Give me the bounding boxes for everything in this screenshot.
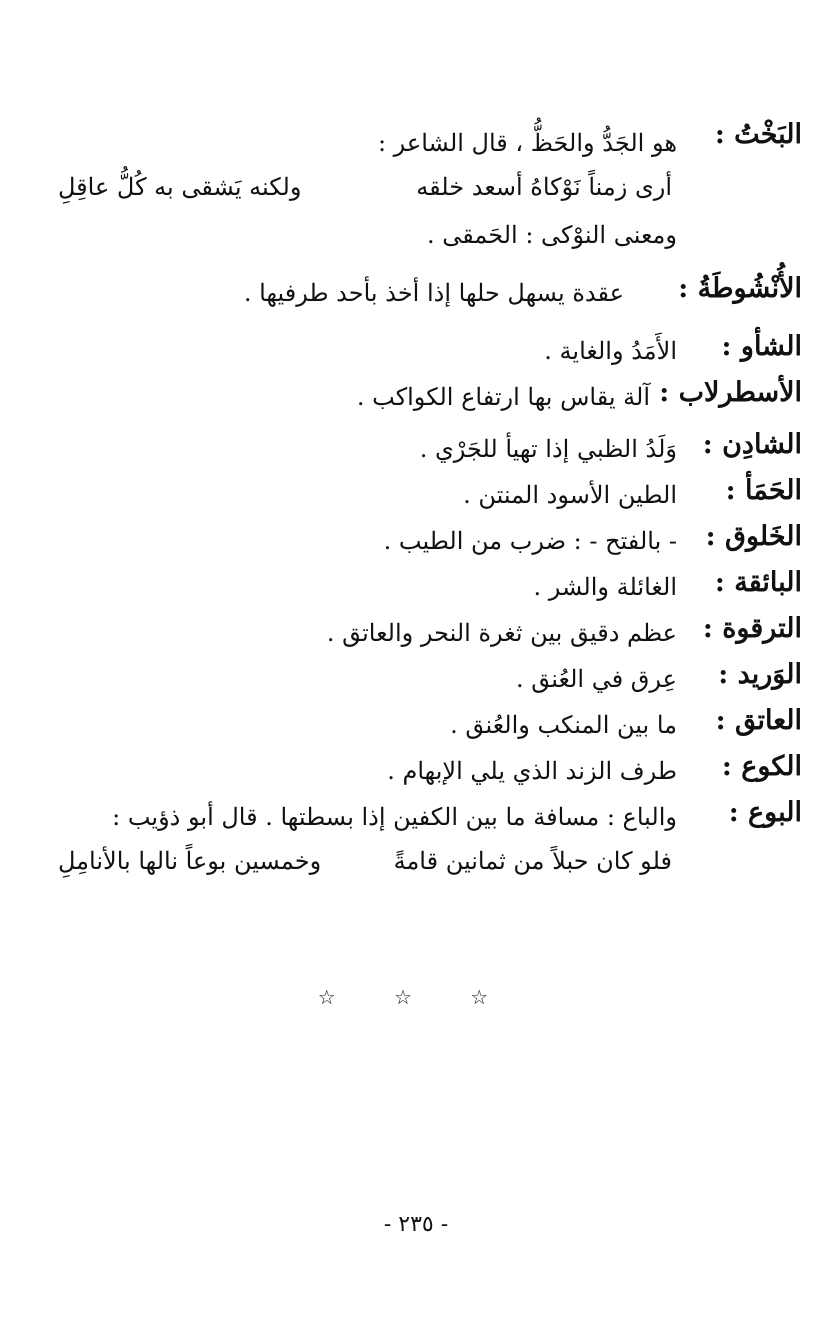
def-shadin: وَلَدُ الظبي إذا تهيأ للجَرْي . <box>419 435 677 463</box>
def-hama: الطين الأسود المنتن . <box>463 481 677 509</box>
term-warid: الوَريد : <box>718 659 802 690</box>
verse2-first-hemistich: فلو كان حبلاً من ثمانين قامةً <box>393 847 672 875</box>
term-atiq: العاتق : <box>715 705 802 736</box>
page-number: - ٢٣٥ - <box>383 1212 449 1237</box>
def-unshuta: عقدة يسهل حلها إذا أخذ بأحد طرفيها . <box>243 279 624 307</box>
def-bakht: هو الجَدُّ والحَظُّ ، قال الشاعر : <box>377 129 677 157</box>
note-nawka: ومعنى النوْكى : الحَمقى . <box>426 221 677 249</box>
term-shaw: الشأو : <box>721 331 802 362</box>
def-atiq: ما بين المنكب والعُنق . <box>450 711 677 739</box>
verse1-second-hemistich: ولكنه يَشقى به كُلُّ عاقِلِ <box>58 173 302 201</box>
term-baiqa: البائقة : <box>714 567 802 598</box>
term-unshuta: الأُنْشُوطَةُ : <box>678 273 802 304</box>
def-tarquwa: عظم دقيق بين ثغرة النحر والعاتق . <box>326 619 677 647</box>
verse2-second-hemistich: وخمسين بوعاً نالها بالأنامِلِ <box>58 847 322 875</box>
def-baiqa: الغائلة والشر . <box>533 573 677 601</box>
term-bu: البوع : <box>728 797 802 828</box>
def-shaw: الأَمَدُ والغاية . <box>544 337 677 365</box>
term-shadin: الشادِن : <box>702 429 802 460</box>
section-ornament: ☆ ☆ ☆ <box>317 985 515 1009</box>
term-astrolabe: الأسطرلاب : <box>659 377 802 408</box>
def-kaw: طرف الزند الذي يلي الإبهام . <box>387 757 677 785</box>
term-hama: الحَمَأ : <box>725 475 802 506</box>
def-warid: عِرق في العُنق . <box>516 665 677 693</box>
term-kaw: الكوع : <box>721 751 802 782</box>
def-bu: والباع : مسافة ما بين الكفين إذا بسطتها . قال أبو ذؤيب : <box>112 803 677 831</box>
def-khaluq: - بالفتح - : ضرب من الطيب . <box>383 527 677 555</box>
verse1-first-hemistich: أرى زمناً نَوْكاهُ أسعد خلقه <box>416 173 672 201</box>
term-bakht: البَخْتُ : <box>714 119 802 150</box>
term-khaluq: الخَلوق : <box>705 521 802 552</box>
def-astrolabe: آلة يقاس بها ارتفاع الكواكب . <box>356 383 650 411</box>
term-tarquwa: الترقوة : <box>702 613 802 644</box>
